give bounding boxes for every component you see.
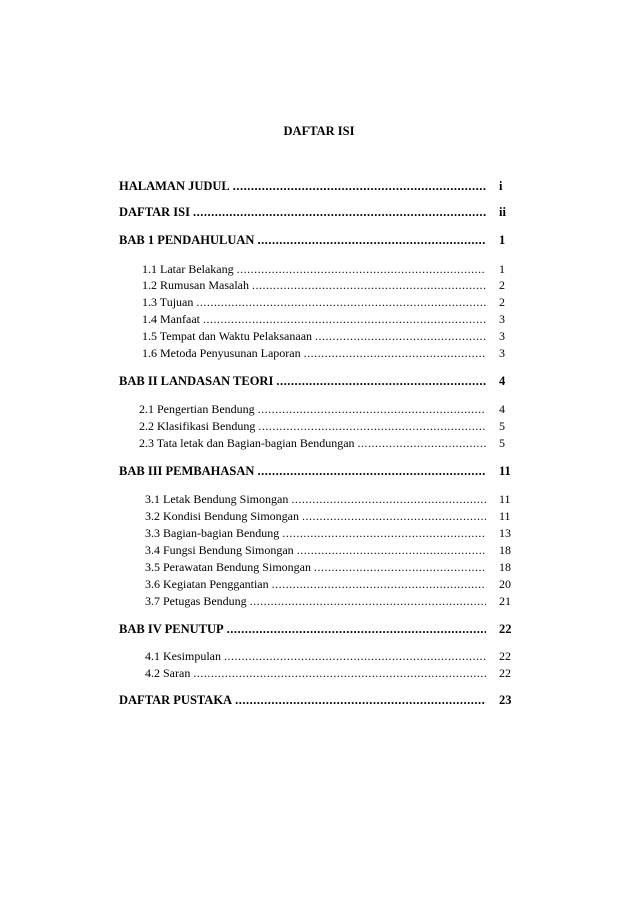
toc-subentry-page: 11 xyxy=(499,509,511,523)
toc-subentry-label: 3.7 Petugas Bendung xyxy=(145,594,247,608)
toc-subentry-label: 2.1 Pengertian Bendung xyxy=(139,402,255,416)
toc-entry-label: BAB III PEMBAHASAN xyxy=(119,464,255,478)
dot-leader xyxy=(276,373,486,389)
toc-entry-daftar-pustaka xyxy=(119,692,518,708)
toc-entry-page: i xyxy=(499,179,503,193)
dot-leader xyxy=(315,328,486,344)
toc-subentry-label: 4.2 Saran xyxy=(145,666,191,680)
toc-entry-page: 22 xyxy=(499,622,512,636)
toc-subentry xyxy=(145,576,518,592)
toc-subentry-label: 4.1 Kesimpulan xyxy=(145,649,221,663)
dot-leader xyxy=(193,665,486,681)
toc-subentry xyxy=(145,593,518,609)
toc-subentry-label: 3.6 Kegiatan Penggantian xyxy=(145,577,269,591)
toc-subentry xyxy=(142,277,518,293)
toc-entry-label: BAB 1 PENDAHULUAN xyxy=(119,233,255,247)
dot-leader xyxy=(233,178,486,194)
toc-entry-daftar-isi xyxy=(119,204,518,220)
dot-leader xyxy=(358,435,486,451)
toc-subentry-label: 2.3 Tata letak dan Bagian-bagian Bendungan xyxy=(139,436,355,450)
toc-subentry xyxy=(139,435,518,451)
toc-subentry xyxy=(139,418,518,434)
toc-subentry-page: 22 xyxy=(499,649,511,663)
dot-leader xyxy=(304,345,486,361)
toc-entry-label: BAB II LANDASAN TEORI xyxy=(119,374,274,388)
toc-subentry-page: 1 xyxy=(499,262,505,276)
toc-subentry xyxy=(142,345,518,361)
dot-leader xyxy=(257,463,486,479)
toc-entry-label: BAB IV PENUTUP xyxy=(119,622,224,636)
toc-entry-bab-4 xyxy=(119,621,518,637)
toc-entry-page: 4 xyxy=(499,374,506,388)
toc-subentry-label: 3.4 Fungsi Bendung Simongan xyxy=(145,543,294,557)
toc-subentry-page: 3 xyxy=(499,312,505,326)
dot-leader xyxy=(193,204,486,220)
toc-subentry xyxy=(145,508,518,524)
dot-leader xyxy=(196,294,486,310)
toc-entry-bab-1 xyxy=(119,232,518,248)
dot-leader xyxy=(250,593,486,609)
toc-subentry-label: 1.1 Latar Belakang xyxy=(142,262,234,276)
toc-subentry-label: 1.4 Manfaat xyxy=(142,312,200,326)
toc-entry-page: ii xyxy=(499,205,506,219)
toc-subentry-label: 3.3 Bagian-bagian Bendung xyxy=(145,526,280,540)
toc-subentry-page: 3 xyxy=(499,346,505,360)
toc-subentry-label: 2.2 Klasifikasi Bendung xyxy=(139,419,256,433)
dot-leader xyxy=(282,525,486,541)
toc-subentry-page: 2 xyxy=(499,278,505,292)
toc-subentry xyxy=(142,294,518,310)
toc-subentry-page: 22 xyxy=(499,666,511,680)
toc-subentry xyxy=(142,311,518,327)
toc-entry-bab-2 xyxy=(119,373,518,389)
toc-subentry-page: 3 xyxy=(499,329,505,343)
toc-subentry-page: 20 xyxy=(499,577,511,591)
toc-entry-label: DAFTAR PUSTAKA xyxy=(119,693,233,707)
dot-leader xyxy=(291,491,486,507)
dot-leader xyxy=(203,311,486,327)
toc-subentry xyxy=(145,559,518,575)
toc-entry-page: 11 xyxy=(499,464,511,478)
toc-subentry-label: 3.1 Letak Bendung Simongan xyxy=(145,492,289,506)
toc-entry-bab-3 xyxy=(119,463,518,479)
toc-subentry xyxy=(145,665,518,681)
dot-leader xyxy=(227,621,486,637)
toc-subentry-page: 5 xyxy=(499,419,505,433)
dot-leader xyxy=(252,277,486,293)
toc-subentry-page: 11 xyxy=(499,492,511,506)
dot-leader xyxy=(257,232,486,248)
dot-leader xyxy=(302,508,486,524)
toc-subentry xyxy=(142,328,518,344)
toc-subentry xyxy=(145,491,518,507)
toc-entry-page: 1 xyxy=(499,233,506,247)
dot-leader xyxy=(258,401,486,417)
toc-subentry xyxy=(139,401,518,417)
dot-leader xyxy=(237,261,486,277)
dot-leader xyxy=(258,418,486,434)
toc-subentry-page: 2 xyxy=(499,295,505,309)
dot-leader xyxy=(235,692,486,708)
dot-leader xyxy=(314,559,486,575)
toc-subentry-page: 4 xyxy=(499,402,505,416)
toc-entry-page: 23 xyxy=(499,693,512,707)
dot-leader xyxy=(297,542,486,558)
toc-entry-label: DAFTAR ISI xyxy=(119,205,190,219)
toc-subentry-label: 3.5 Perawatan Bendung Simongan xyxy=(145,560,311,574)
toc-subentry xyxy=(145,648,518,664)
toc-subentry-page: 18 xyxy=(499,543,511,557)
toc-entry-label: HALAMAN JUDUL xyxy=(119,179,230,193)
toc-subentry-page: 21 xyxy=(499,594,511,608)
toc-subentry-label: 1.6 Metoda Penyusunan Laporan xyxy=(142,346,301,360)
toc-subentry xyxy=(145,525,518,541)
toc-subentry-page: 13 xyxy=(499,526,511,540)
toc-subentry-label: 1.3 Tujuan xyxy=(142,295,194,309)
toc-subentry-page: 5 xyxy=(499,436,505,450)
toc-entry-halaman-judul xyxy=(119,178,518,194)
toc-subentry-label: 3.2 Kondisi Bendung Simongan xyxy=(145,509,300,523)
page-title: DAFTAR ISI xyxy=(283,124,355,138)
dot-leader xyxy=(224,648,486,664)
toc-subentry xyxy=(145,542,518,558)
toc-subentry-page: 18 xyxy=(499,560,511,574)
dot-leader xyxy=(272,576,486,592)
toc-subentry-label: 1.5 Tempat dan Waktu Pelaksanaan xyxy=(142,329,313,343)
toc-subentry-label: 1.2 Rumusan Masalah xyxy=(142,278,249,292)
toc-subentry xyxy=(142,261,518,277)
